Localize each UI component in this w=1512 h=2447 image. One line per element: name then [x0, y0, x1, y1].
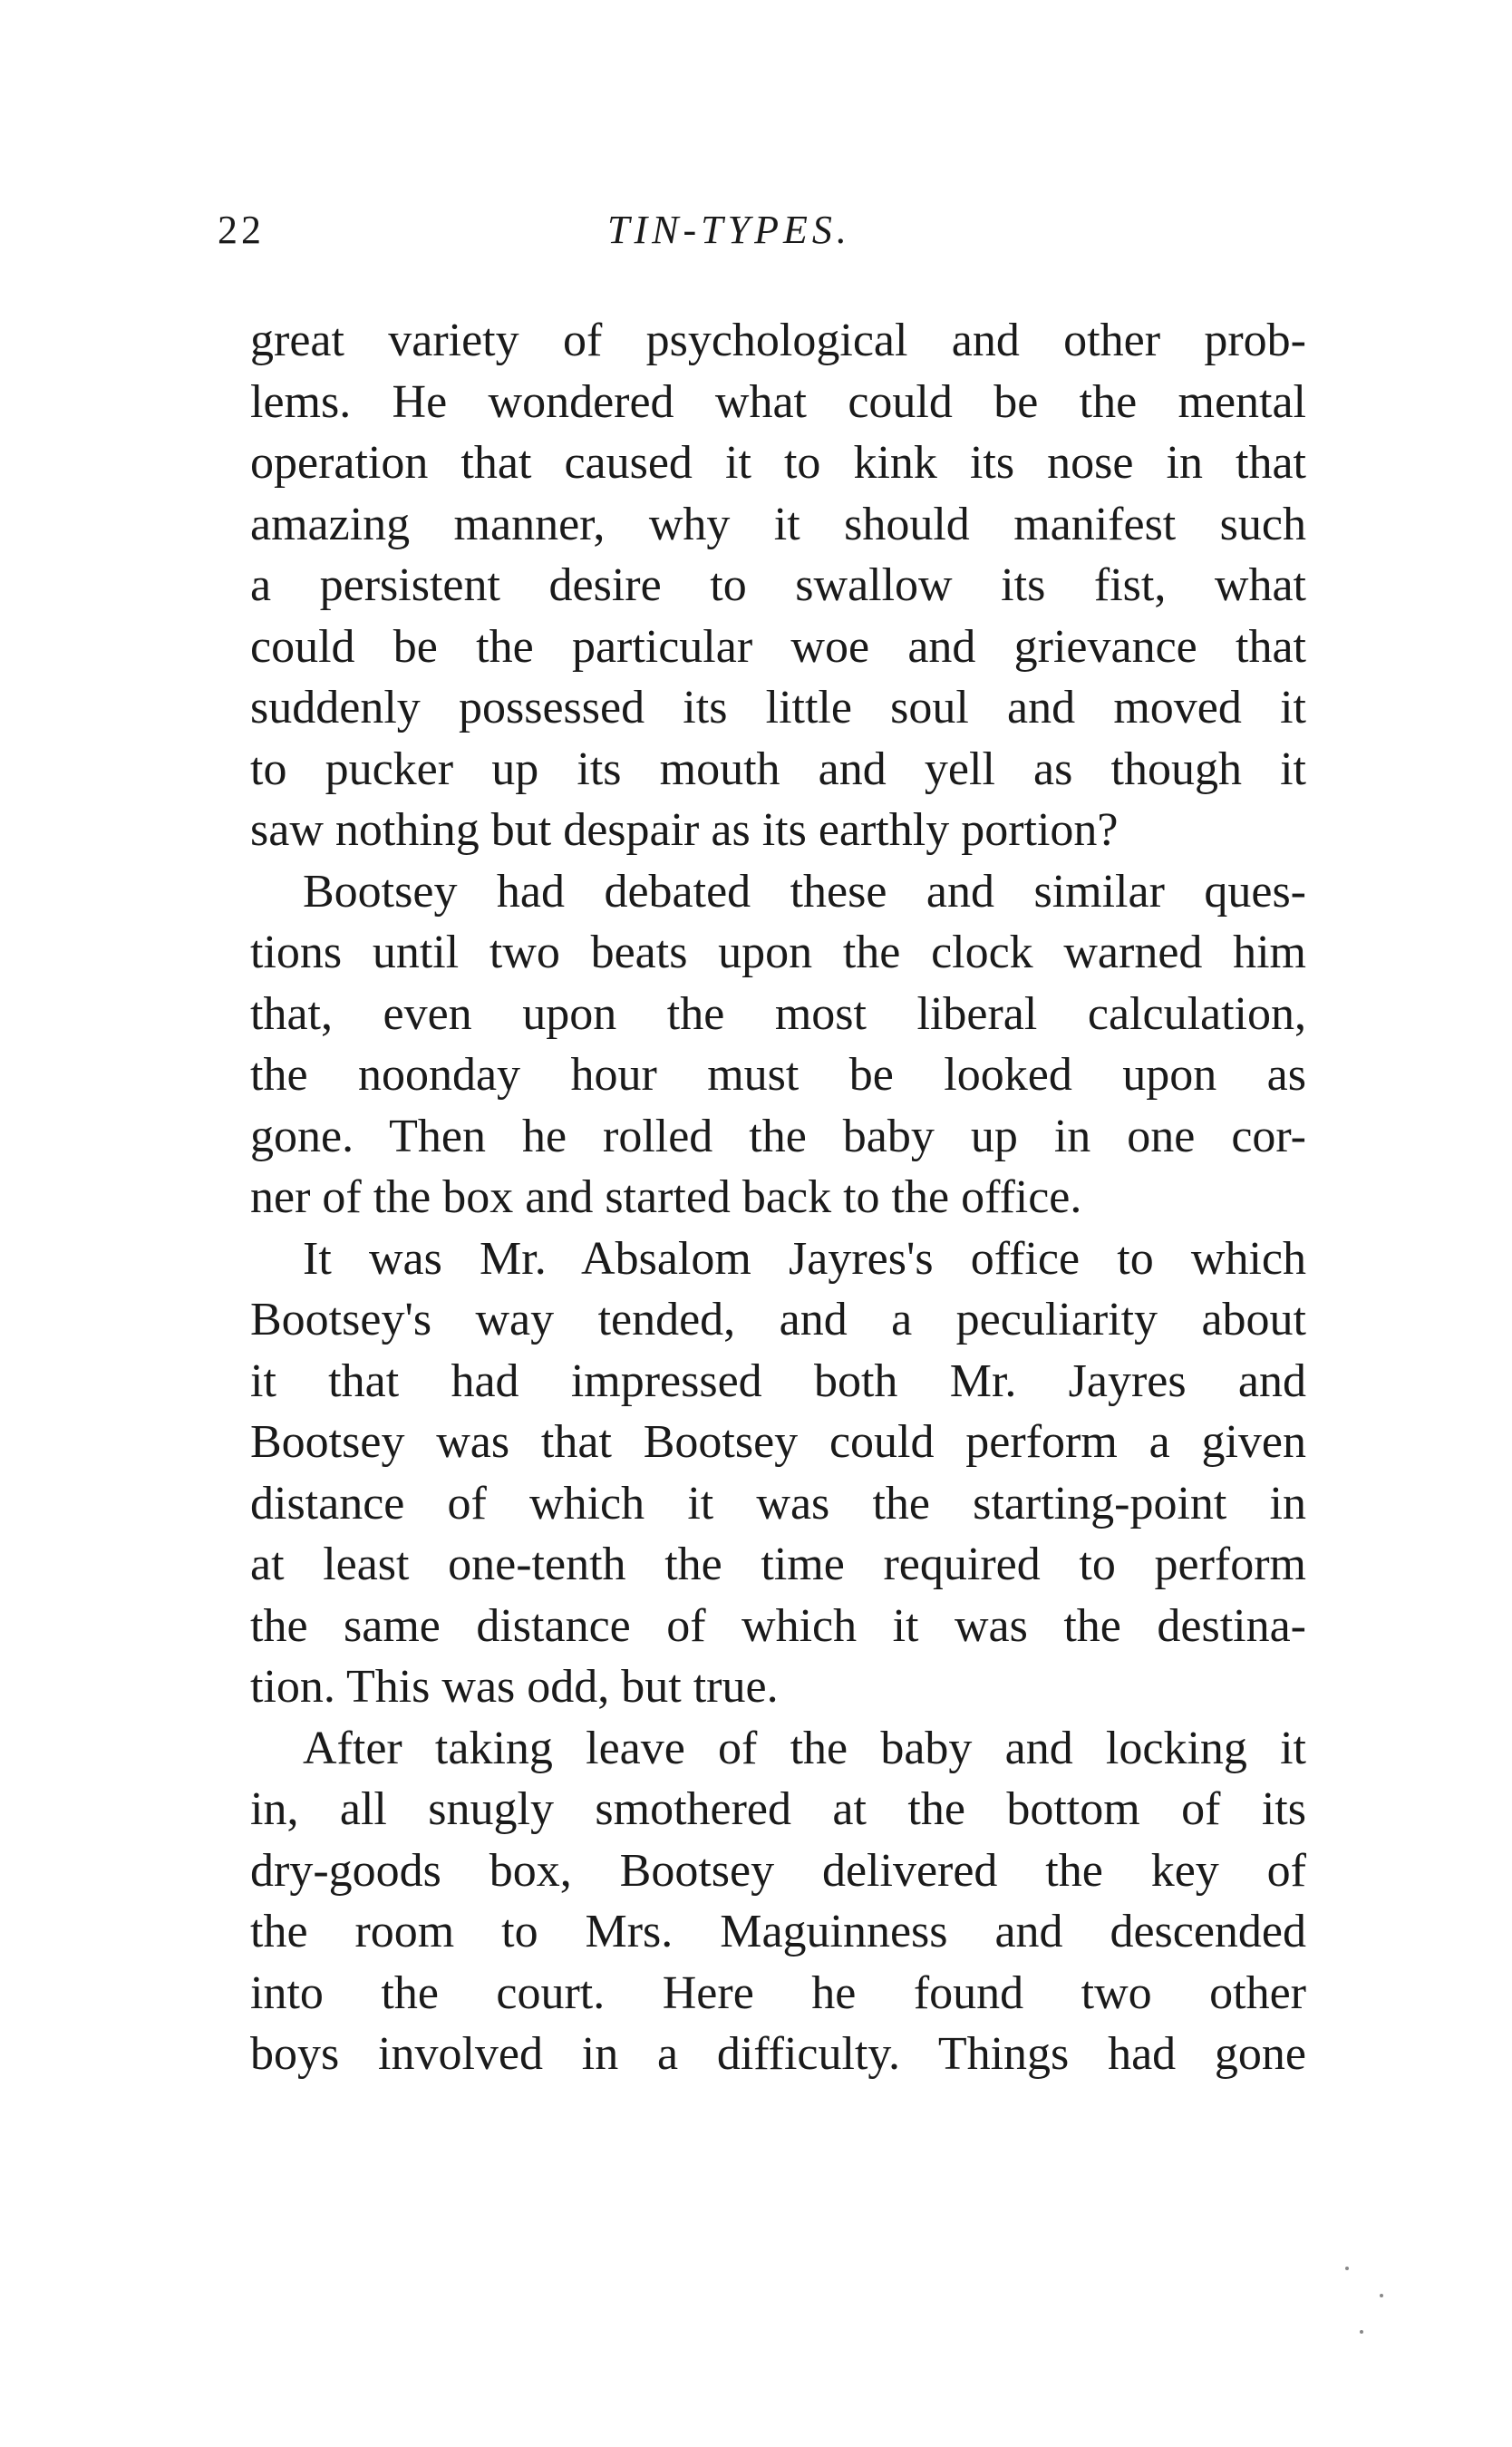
text-line: the same distance of which it was the destina-	[250, 1599, 1306, 1652]
text-line: that, even upon the most liberal calculation,	[250, 987, 1306, 1040]
text-line: saw nothing but despair as its earthly portion?	[250, 804, 1119, 856]
text-line: tions until two beats upon the clock warned him	[250, 927, 1306, 978]
text-line: the room to Mrs. Maguinness and descended	[250, 1906, 1306, 1957]
text-line: into the court. Here he found two other	[250, 1966, 1306, 2019]
page-number: 22	[218, 208, 265, 252]
text-line: Bootsey was that Bootsey could perform a given	[250, 1416, 1306, 1468]
text-line: tion. This was odd, but true.	[250, 1661, 779, 1713]
text-line: Bootsey had debated these and similar ques-	[303, 865, 1306, 918]
text-line: Bootsey's way tended, and a peculiarity about	[250, 1294, 1306, 1345]
text-line: suddenly possessed its little soul and moved it	[250, 682, 1306, 733]
text-line: It was Mr. Absalom Jayres's office to which	[303, 1232, 1306, 1285]
text-line: lems. He wondered what could be the mental	[250, 375, 1306, 428]
text-line: at least one-tenth the time required to perform	[250, 1539, 1306, 1590]
text-line: operation that caused it to kink its nose in that	[250, 437, 1306, 489]
text-line: could be the particular woe and grievance that	[250, 620, 1306, 673]
text-line: a persistent desire to swallow its fist, what	[250, 559, 1306, 611]
text-line: the noonday hour must be looked upon as	[250, 1049, 1306, 1101]
text-line: amazing manner, why it should manifest such	[250, 498, 1306, 550]
running-title: TIN-TYPES.	[607, 208, 851, 252]
text-line: distance of which it was the starting-point in	[250, 1477, 1306, 1529]
paper-specks	[1340, 2267, 1394, 2339]
body-text	[250, 310, 1306, 2085]
text-line: in, all snugly smothered at the bottom of its	[250, 1783, 1306, 1835]
text-line: ner of the box and started back to the office.	[250, 1171, 1082, 1223]
text-line: it that had impressed both Mr. Jayres and	[250, 1355, 1306, 1407]
text-line: great variety of psychological and other prob-	[250, 315, 1306, 366]
text-line: gone. Then he rolled the baby up in one cor-	[250, 1110, 1306, 1162]
text-line: to pucker up its mouth and yell as though it	[250, 743, 1306, 795]
text-line: After taking leave of the baby and locking it	[303, 1722, 1306, 1774]
text-line: dry-goods box, Bootsey delivered the key of	[250, 1844, 1306, 1897]
running-head	[218, 207, 1305, 261]
text-line: boys involved in a difficulty. Things had gone	[250, 2028, 1306, 2080]
